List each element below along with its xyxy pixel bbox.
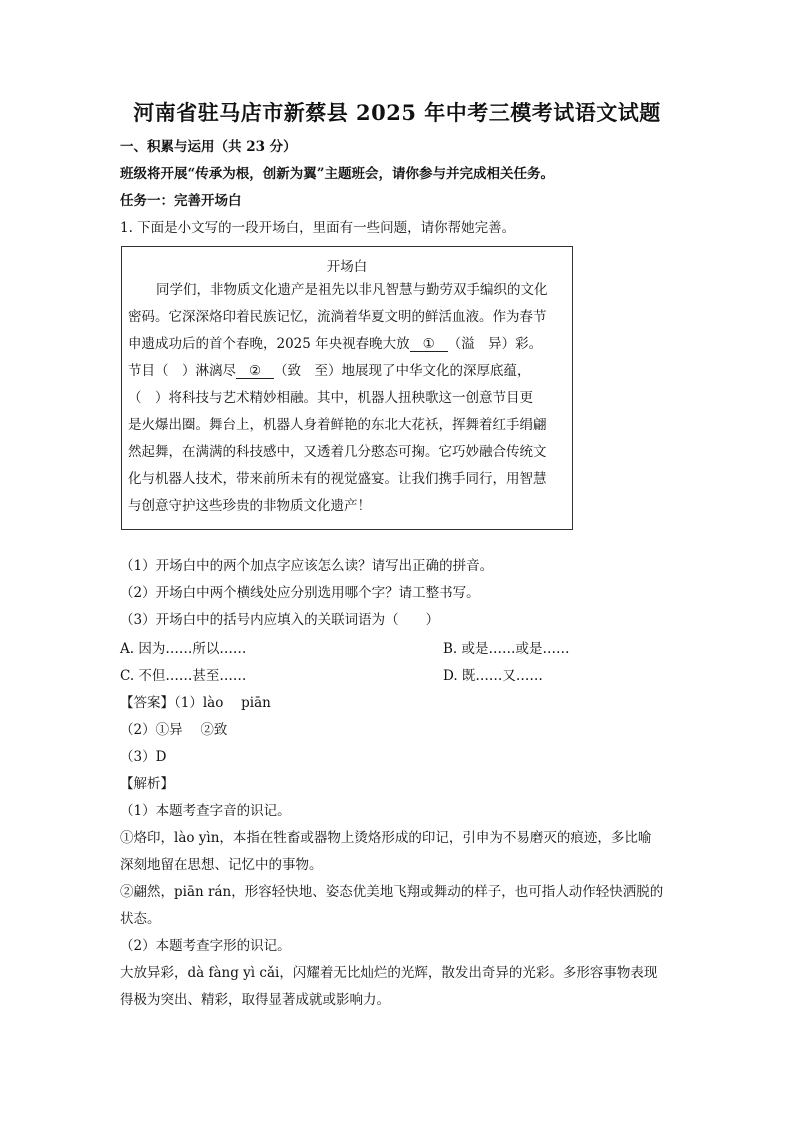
box-line-7: 然起舞，在满满的科技感中，又透着几分憨态可掬。它巧妙融合传统文	[128, 444, 547, 460]
answer-1: 【答案】（1）lào piān	[120, 695, 271, 711]
analysis-line-2: ①烙印，lào yìn，本指在牲畜或器物上烫烙形成的印记，引申为不易磨灭的痕迹，多比喻	[120, 830, 652, 846]
analysis-line-8: 得极为突出、精彩，取得显著成就或影响力。	[120, 992, 390, 1008]
option-a: A. 因为……所以……	[120, 641, 247, 657]
question-1: 1. 下面是小文写的一段开场白，里面有一些问题，请你帮她完善。	[120, 220, 516, 236]
box-line-8: 化与机器人技术，带来前所未有的视觉盛宴。让我们携手同行，用智慧	[128, 471, 547, 487]
analysis-line-5: 状态。	[120, 911, 161, 927]
analysis-heading: 【解析】	[120, 776, 174, 792]
box-line-3	[128, 335, 542, 353]
box-line-9: 与创意守护这些珍贵的非物质文化遗产！	[128, 498, 371, 514]
box-line-4-end: （致 至）地展现了中华文化的深厚底蕴，	[274, 363, 531, 379]
sub-question-3: （3）开场白中的括号内应填入的关联词语为（ ）	[120, 612, 440, 628]
sub-question-1: （1）开场白中的两个加点字应该怎么读？请写出正确的拼音。	[120, 558, 494, 574]
analysis-line-6: （2）本题考查字形的识记。	[120, 938, 291, 954]
section-heading: 一、积累与运用（共 23 分）	[120, 139, 297, 155]
analysis-line-4: ②翩然，piān rán，形容轻快地、姿态优美地飞翔或舞动的样子，也可指人动作轻快洒脱的	[120, 884, 664, 900]
answer-3: （3）D	[120, 749, 167, 765]
box-line-3-end: （溢 异）彩。	[447, 336, 543, 352]
box-line-6: 是火爆出圈。舞台上，机器人身着鲜艳的东北大花袄，挥舞着红手绢翩	[128, 417, 547, 433]
blank-1: ①	[410, 337, 448, 352]
task-heading: 任务一：完善开场白	[120, 193, 242, 209]
option-c: C. 不但……甚至……	[120, 668, 247, 684]
box-line-4-start: 节目（ ）淋漓尽	[128, 363, 236, 379]
answer-2: （2）①异 ②致	[120, 722, 228, 738]
box-line-2: 密码。它深深烙印着民族记忆，流淌着华夏文明的鲜活血液。作为春节	[128, 309, 547, 325]
box-line-5: （ ）将科技与艺术精妙相融。其中，机器人扭秧歌这一创意节目更	[128, 390, 533, 406]
analysis-line-7: 大放异彩，dà fàng yì cǎi，闪耀着无比灿烂的光辉，散发出奇异的光彩。多形容事物表现	[120, 965, 658, 981]
blank-2: ②	[236, 364, 274, 379]
intro-text: 班级将开展“传承为根，创新为翼”主题班会，请你参与并完成相关任务。	[120, 166, 555, 182]
sub-question-2: （2）开场白中两个横线处应分别选用哪个字？请工整书写。	[120, 585, 480, 601]
option-b: B. 或是……或是……	[443, 641, 570, 657]
analysis-line-3: 深刻地留在思想、记忆中的事物。	[120, 857, 323, 873]
box-line-4	[128, 362, 531, 380]
box-line-3-start: 申遗成功后的首个春晚，2025 年央视春晚大放	[128, 336, 410, 352]
option-d: D. 既……又……	[443, 668, 543, 684]
box-heading: 开场白	[326, 259, 368, 275]
page-title: 河南省驻马店市新蔡县 2025 年中考三模考试语文试题	[133, 100, 661, 125]
analysis-line-1: （1）本题考查字音的识记。	[120, 803, 291, 819]
opening-speech-box	[121, 246, 573, 530]
box-line-1: 同学们，非物质文化遗产是祖先以非凡智慧与勤劳双手编织的文化	[156, 282, 548, 298]
